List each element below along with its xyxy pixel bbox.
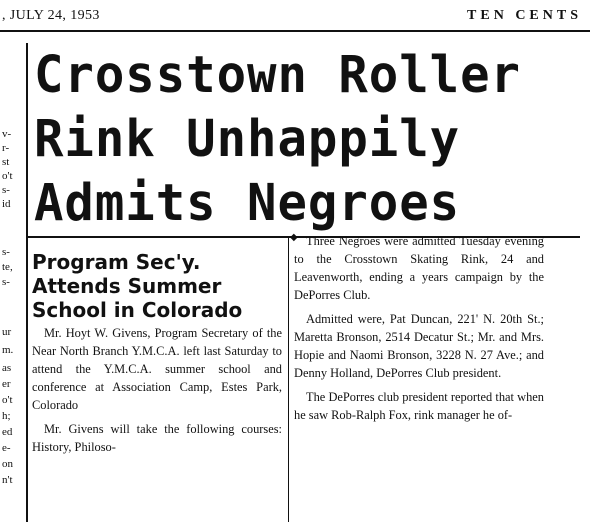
column-rule-center xyxy=(288,238,289,522)
masthead-strip xyxy=(0,8,590,32)
issue-date: , JULY 24, 1953 xyxy=(2,8,100,23)
column-rule-left xyxy=(26,43,28,522)
article-paragraph: The DePorres club president reported that when he saw Rob-Ralph Fox, rink manager he of- xyxy=(294,390,544,422)
main-headline-line: Crosstown Roller xyxy=(34,46,521,105)
left-column-fragment: id xyxy=(2,198,11,210)
main-headline xyxy=(34,44,552,236)
left-column-fragment: ed xyxy=(2,426,13,438)
left-column-fragment: er xyxy=(2,378,11,390)
left-column-fragment: m. xyxy=(2,344,14,356)
left-column-fragment: o't xyxy=(2,170,13,182)
article-paragraph: Admitted were, Pat Duncan, 221' N. 20th St.; Maretta Bronson, 2514 Decatur St.; Mr. and Mrs. Hopie and Naomi Bronson, 3228 N. 27 Ave.; and Denny Holland, DePorres Club president. xyxy=(294,312,544,380)
left-column-fragment: n't xyxy=(2,474,13,486)
left-column-fragment: s- xyxy=(2,276,10,288)
left-column-fragment: v- xyxy=(2,128,12,140)
left-column-fragment: o't xyxy=(2,394,13,406)
left-column-fragment: ur xyxy=(2,326,12,338)
article-paragraph: Three Negroes were admitted Tuesday evening to the Crosstown Skating Rink, 24 and Leavenworth, ending a years campaign by the DePorres Club. xyxy=(294,234,544,302)
left-column-fragment: as xyxy=(2,362,12,374)
left-column-fragment: st xyxy=(2,156,10,168)
article-headline-line: Attends Summer xyxy=(32,274,222,298)
clipped-left-column xyxy=(0,56,24,522)
main-headline-line: Admits Negroes xyxy=(34,174,461,233)
program-secretary-article xyxy=(32,250,282,456)
left-column-fragment: r- xyxy=(2,142,10,154)
left-column-fragment: te, xyxy=(2,261,13,273)
article-headline-line: Program Sec'y. xyxy=(32,250,201,274)
article-paragraph: Mr. Givens will take the following courses: History, Philoso- xyxy=(32,422,282,454)
article-headline xyxy=(32,250,282,322)
left-column-fragment: on xyxy=(2,458,13,470)
article-headline-line: School in Colorado xyxy=(32,298,243,322)
roller-rink-article xyxy=(294,232,544,430)
main-headline-line: Rink Unhappily xyxy=(34,110,461,169)
left-column-fragment: e- xyxy=(2,442,11,454)
left-column-fragment: h; xyxy=(2,410,11,422)
left-column-fragment: s- xyxy=(2,246,10,258)
left-column-fragment: s- xyxy=(2,184,10,196)
issue-price: TEN CENTS xyxy=(467,8,582,23)
bullet-ornament: ◆ xyxy=(290,232,298,243)
article-paragraph: Mr. Hoyt W. Givens, Program Secretary of the Near North Branch Y.M.C.A. left last Saturday to attend the Y.M.C.A. summer school and conference at Association Camp, Estes Park, Colorado xyxy=(32,326,282,412)
